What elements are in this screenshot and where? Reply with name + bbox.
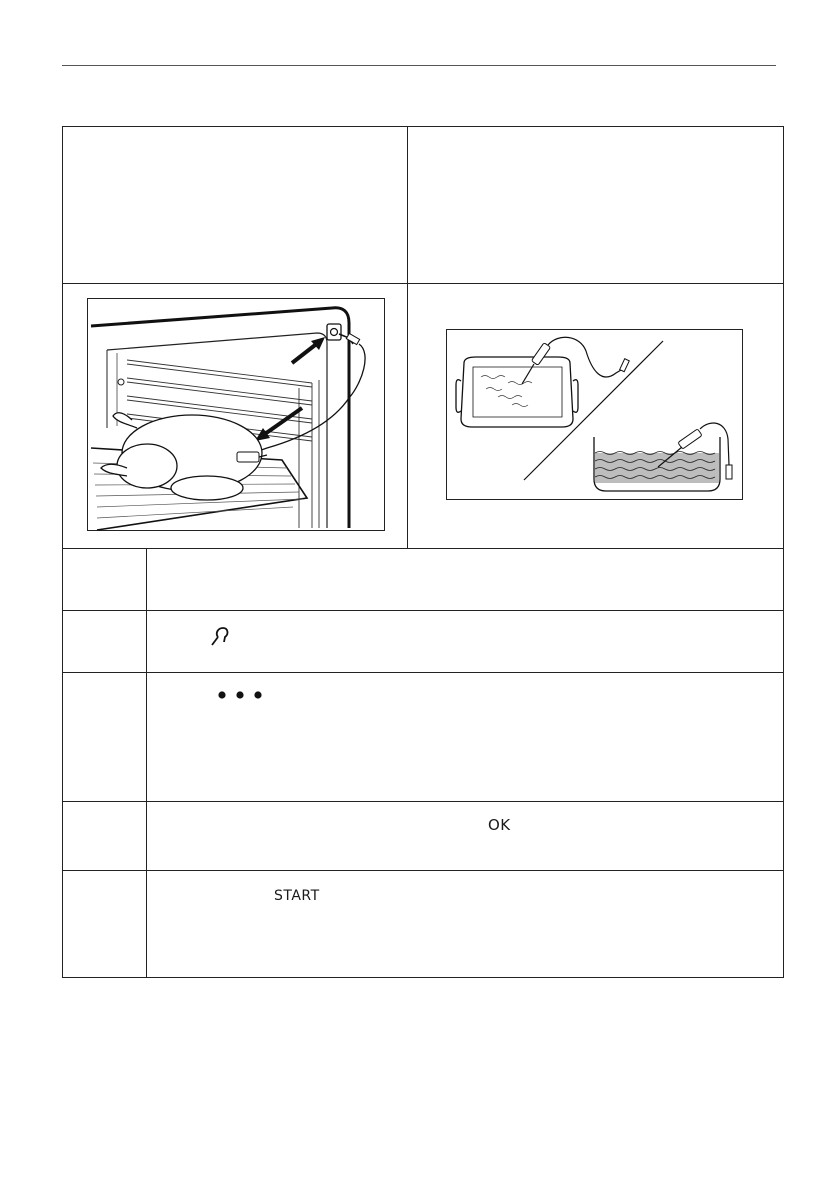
step-number-cell bbox=[63, 549, 147, 611]
illustration-cell-oven bbox=[63, 284, 408, 549]
step-text-cell bbox=[147, 871, 784, 978]
step-row-1 bbox=[63, 549, 784, 611]
step-row-4 bbox=[63, 802, 784, 871]
step-text-cell bbox=[147, 673, 784, 802]
header-cell-left bbox=[63, 127, 408, 284]
step-row-2 bbox=[63, 611, 784, 673]
instruction-table bbox=[62, 126, 784, 978]
oven-probe-illustration bbox=[87, 298, 385, 531]
step-number-cell bbox=[63, 802, 147, 871]
header-rule bbox=[62, 65, 776, 66]
step-number-cell bbox=[63, 611, 147, 673]
header-cell-right bbox=[408, 127, 784, 284]
step-row-3 bbox=[63, 673, 784, 802]
illustration-row bbox=[63, 284, 784, 549]
illustration-cell-liquid bbox=[408, 284, 784, 549]
step-number-cell bbox=[63, 871, 147, 978]
ok-symbol: OK bbox=[488, 816, 511, 834]
probe-in-liquid-illustration bbox=[446, 329, 743, 500]
step-row-5 bbox=[63, 871, 784, 978]
start-symbol: START bbox=[274, 888, 320, 904]
core-temperature-probe-icon bbox=[209, 625, 231, 647]
step-number-cell bbox=[63, 673, 147, 802]
table-header-row bbox=[63, 127, 784, 284]
step-text-cell bbox=[147, 549, 784, 611]
three-dots-icon bbox=[217, 690, 265, 700]
step-text-cell bbox=[147, 611, 784, 673]
step-text-cell bbox=[147, 802, 784, 871]
